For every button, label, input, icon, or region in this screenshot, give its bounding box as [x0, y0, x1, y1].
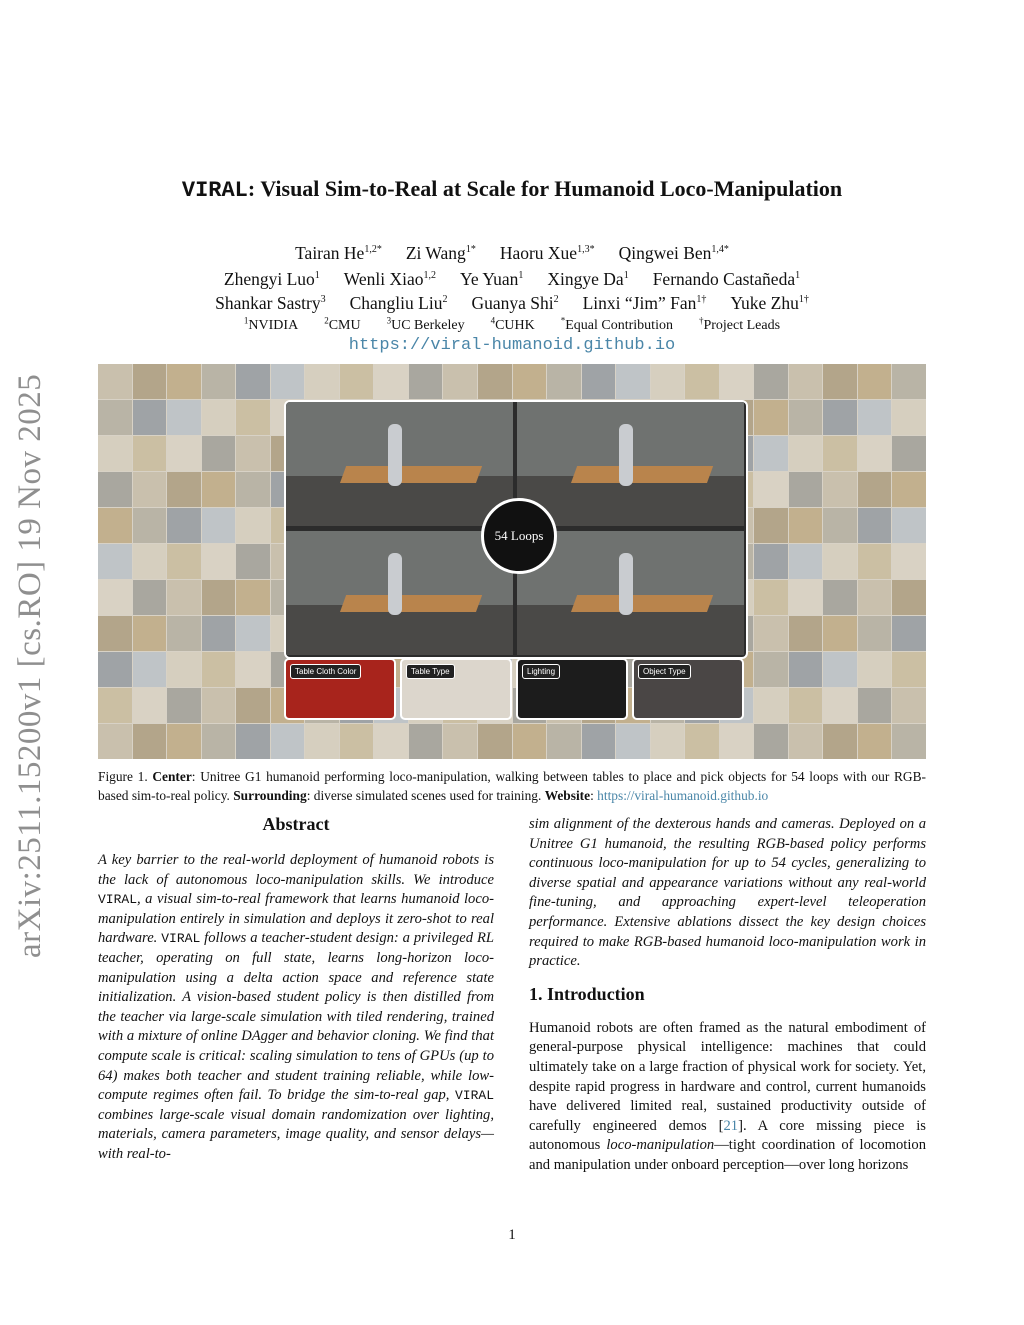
robot-icon	[619, 424, 633, 486]
sim-scene-tile	[858, 400, 892, 435]
sim-scene-tile	[823, 616, 857, 651]
sim-scene-tile	[582, 364, 616, 399]
sim-scene-tile	[754, 616, 788, 651]
sim-scene-tile	[685, 364, 719, 399]
sim-scene-tile	[823, 436, 857, 471]
page-number: 1	[508, 1227, 516, 1243]
sim-scene-tile	[98, 436, 132, 471]
caption-surround-label: Surrounding	[233, 788, 307, 803]
sim-scene-tile	[823, 400, 857, 435]
sim-scene-tile	[202, 580, 236, 615]
sim-scene-tile	[720, 724, 754, 759]
sim-scene-tile	[98, 688, 132, 723]
real-frame	[517, 402, 744, 526]
sim-scene-tile	[789, 688, 823, 723]
sim-scene-tile	[513, 364, 547, 399]
arxiv-identifier-text: arXiv:2511.15200v1 [cs.RO] 19 Nov 2025	[12, 373, 48, 958]
introduction-text: Humanoid robots are often framed as the natural embodiment of general-purpose physical intelligence: machines that could ultimately take on a large fraction of physical work for society. Yet, despite rapid progress in hardware and control, current humanoids have delivered limited real, sustained productivity outside of carefully engineered demos [21]. A core missing piece is autonomous loco-manipulation—tight coordination of locomotion and manipulation under onboard perception—over long horizons	[529, 1019, 926, 1173]
sim-scene-tile	[892, 724, 926, 759]
sim-scene-tile	[892, 580, 926, 615]
sim-scene-tile	[754, 436, 788, 471]
sim-scene-tile	[202, 544, 236, 579]
sim-scene-tile	[789, 544, 823, 579]
sim-scene-tile	[443, 364, 477, 399]
sim-scene-tile	[478, 724, 512, 759]
affiliation: *Equal Contribution	[560, 315, 673, 333]
sim-scene-tile	[823, 580, 857, 615]
author-name: Linxi “Jim” Fan$^{1\dagger}$	[582, 292, 707, 313]
author-name: Yuke Zhu$^{1\dagger}$	[730, 292, 809, 313]
sim-scene-tile	[409, 724, 443, 759]
sim-scene-tile	[133, 508, 167, 543]
figure-caption	[98, 767, 926, 805]
affiliation: $^1$NVIDIA	[243, 315, 299, 333]
thumb-label: Table Type	[406, 664, 455, 679]
sim-scene-tile	[754, 688, 788, 723]
caption-website-label: Website	[544, 788, 591, 803]
sim-scene-tile	[374, 724, 408, 759]
sim-scene-tile	[202, 508, 236, 543]
thumb-table-type	[400, 658, 512, 720]
sim-scene-tile	[547, 724, 581, 759]
sim-scene-tile	[340, 724, 374, 759]
sim-scene-tile	[236, 652, 270, 687]
sim-scene-tile	[892, 508, 926, 543]
introduction-heading: 1. Introduction	[529, 983, 645, 1004]
sim-scene-tile	[754, 472, 788, 507]
affiliations	[110, 315, 914, 334]
caption-website-link[interactable]: https://viral-humanoid.github.io	[597, 788, 769, 803]
sim-scene-tile	[167, 472, 201, 507]
sim-scene-tile	[616, 724, 650, 759]
sim-scene-tile	[236, 724, 270, 759]
paper-title	[80, 176, 944, 203]
sim-scene-tile	[340, 364, 374, 399]
author-name: Fernando Castañeda$^1$	[652, 268, 801, 289]
author-name: Tairan $He^{1,2*}$	[295, 242, 382, 263]
sim-scene-tile	[789, 724, 823, 759]
sim-scene-tile	[443, 724, 477, 759]
sim-scene-tile	[202, 724, 236, 759]
sim-scene-tile	[271, 724, 305, 759]
author-name: Wenli Xiao$^{1,2}$	[343, 268, 437, 289]
sim-scene-tile	[236, 472, 270, 507]
sim-scene-tile	[271, 364, 305, 399]
sim-scene-tile	[823, 724, 857, 759]
affiliation: †Project Leads	[698, 315, 781, 333]
sim-scene-tile	[98, 508, 132, 543]
sim-scene-tile	[754, 508, 788, 543]
sim-scene-tile	[133, 544, 167, 579]
sim-scene-tile	[133, 364, 167, 399]
sim-scene-tile	[892, 364, 926, 399]
sim-scene-tile	[167, 544, 201, 579]
robot-icon	[388, 553, 402, 615]
sim-scene-tile	[858, 652, 892, 687]
sim-scene-tile	[202, 364, 236, 399]
sim-scene-tile	[98, 544, 132, 579]
sim-scene-tile	[892, 688, 926, 723]
sim-scene-tile	[685, 724, 719, 759]
robot-icon	[619, 553, 633, 615]
sim-scene-tile	[858, 544, 892, 579]
sim-scene-tile	[823, 688, 857, 723]
author-row-1	[110, 238, 914, 265]
caption-center-label: Center	[152, 769, 192, 784]
real-robot-panel	[284, 400, 748, 659]
sim-scene-tile	[720, 364, 754, 399]
sim-scene-tile	[167, 436, 201, 471]
project-url[interactable]: https://viral-humanoid.github.io	[348, 336, 676, 355]
affiliation: $^2$CMU	[324, 315, 361, 333]
author-name: Xingye Da$^1$	[547, 268, 629, 289]
sim-scene-tile	[892, 544, 926, 579]
author-name: Qingwei Ben$^{1,4*}$	[618, 242, 729, 263]
sim-scene-tile	[167, 724, 201, 759]
sim-scene-tile	[236, 436, 270, 471]
sim-scene-tile	[754, 652, 788, 687]
sim-scene-tile	[754, 400, 788, 435]
sim-scene-tile	[858, 580, 892, 615]
sim-scene-tile	[823, 472, 857, 507]
left-column	[98, 810, 494, 1165]
sim-scene-tile	[202, 652, 236, 687]
sim-scene-tile	[823, 364, 857, 399]
thumb-label: Table Cloth Color	[290, 664, 361, 679]
sim-scene-tile	[133, 724, 167, 759]
thumb-label: Object Type	[638, 664, 691, 679]
author-name: Guanya Shi$^2$	[471, 292, 559, 313]
affiliation: $^3$UC Berkeley	[386, 315, 465, 333]
sim-scene-tile	[98, 616, 132, 651]
caption-center-text: : Unitree G1 humanoid performing loco-manipulation, walking between tables to place and pick objects for 54 loops with our RGB-based sim-to-real policy.	[98, 769, 926, 803]
sim-scene-tile	[236, 688, 270, 723]
sim-scene-tile	[858, 472, 892, 507]
abstract-heading: Abstract	[262, 814, 330, 834]
sim-scene-tile	[167, 652, 201, 687]
sim-scene-tile	[892, 616, 926, 651]
sim-scene-tile	[133, 616, 167, 651]
sim-scene-tile	[547, 364, 581, 399]
sim-scene-tile	[374, 364, 408, 399]
sim-scene-tile	[202, 616, 236, 651]
sim-scene-tile	[202, 400, 236, 435]
sim-scene-tile	[789, 616, 823, 651]
sim-scene-tile	[858, 724, 892, 759]
sim-scene-tile	[892, 472, 926, 507]
sim-scene-tile	[133, 436, 167, 471]
sim-scene-tile	[167, 688, 201, 723]
sim-scene-tile	[651, 364, 685, 399]
author-name: Zhengyi Luo$^1$	[223, 268, 320, 289]
sim-scene-tile	[167, 616, 201, 651]
author-name: Zi Wang$^{1*}$	[405, 242, 476, 263]
sim-scene-tile	[236, 400, 270, 435]
sim-scene-tile	[858, 616, 892, 651]
sim-scene-tile	[582, 724, 616, 759]
sim-scene-tile	[616, 364, 650, 399]
sim-scene-tile	[754, 544, 788, 579]
sim-scene-tile	[305, 724, 339, 759]
author-name: Ye Yuan$^1$	[460, 268, 524, 289]
sim-scene-tile	[754, 580, 788, 615]
sim-scene-tile	[167, 400, 201, 435]
title-rest: : Visual Sim-to-Real at Scale for Humanoid Loco-Manipulation	[247, 176, 843, 201]
sim-scene-tile	[754, 724, 788, 759]
sim-scene-tile	[236, 364, 270, 399]
thumb-label: Lighting	[522, 664, 560, 679]
sim-scene-tile	[133, 652, 167, 687]
sim-scene-tile	[98, 652, 132, 687]
sim-scene-tile	[823, 544, 857, 579]
thumb-lighting	[516, 658, 628, 720]
sim-scene-tile	[236, 580, 270, 615]
sim-scene-tile	[133, 472, 167, 507]
sim-scene-tile	[789, 508, 823, 543]
sim-scene-tile	[98, 400, 132, 435]
sim-scene-tile	[892, 436, 926, 471]
sim-scene-tile	[789, 364, 823, 399]
sim-scene-tile	[98, 472, 132, 507]
sim-scene-tile	[133, 580, 167, 615]
variation-thumbnails	[284, 658, 744, 720]
sim-scene-tile	[202, 436, 236, 471]
sim-scene-tile	[133, 400, 167, 435]
thumb-object-type	[632, 658, 744, 720]
sim-scene-tile	[789, 472, 823, 507]
sim-scene-tile	[167, 580, 201, 615]
abstract-text: A key barrier to the real-world deployment of humanoid robots is the lack of autonomous loco-manipulation skills. We introduce VIRAL, a visual sim-to-real framework that learns humanoid loco-manipulation entirely in simulation and deploys it zero-shot to real hardware. VIRAL follows a teacher-student design: a privileged RL teacher, operating on full state, learns long-horizon loco-manipulation using a delta action space and reference state initialization. A vision-based student policy is then distilled from the teacher via large-scale simulation with tiled rendering, trained with a mixture of online DAgger and behavior cloning. We find that compute scale is critical: scaling simulation to tens of GPUs (up to 64) makes both teacher and student training reliable, while low-compute regimes often fail. To bridge the sim-to-real gap, VIRAL combines large-scale visual domain randomization over lighting, materials, camera parameters, image quality, and sensor delays—with real-to-	[98, 852, 494, 1162]
sim-scene-tile	[892, 400, 926, 435]
author-row-2	[110, 264, 914, 291]
author-row-3	[110, 288, 914, 315]
sim-scene-tile	[651, 724, 685, 759]
thumb-table-cloth-color	[284, 658, 396, 720]
sim-scene-tile	[789, 580, 823, 615]
sim-scene-tile	[236, 508, 270, 543]
caption-website-sep: :	[590, 788, 598, 803]
sim-scene-tile	[409, 364, 443, 399]
robot-icon	[388, 424, 402, 486]
sim-scene-tile	[478, 364, 512, 399]
loops-badge: 54 Loops	[481, 498, 557, 574]
sim-scene-tile	[789, 400, 823, 435]
sim-scene-tile	[202, 688, 236, 723]
author-name: Shankar Sastry$^3$	[215, 292, 326, 313]
author-name: Haoru Xue$^{1,3*}$	[499, 242, 595, 263]
sim-scene-tile	[133, 688, 167, 723]
title-name: VIRAL	[181, 178, 248, 203]
sim-scene-tile	[789, 652, 823, 687]
sim-scene-tile	[858, 688, 892, 723]
sim-scene-tile	[167, 508, 201, 543]
sim-scene-tile	[754, 364, 788, 399]
caption-surround-text: : diverse simulated scenes used for training.	[306, 788, 545, 803]
teaser-figure	[98, 364, 926, 759]
citation-link[interactable]: 21	[723, 1117, 739, 1134]
sim-scene-tile	[823, 508, 857, 543]
sim-scene-tile	[823, 652, 857, 687]
sim-scene-tile	[202, 472, 236, 507]
real-frame	[286, 531, 513, 655]
sim-scene-tile	[892, 652, 926, 687]
sim-scene-tile	[513, 724, 547, 759]
sim-scene-tile	[858, 508, 892, 543]
abstract-continued: sim alignment of the dexterous hands and cameras. Deployed on a Unitree G1 humanoid, the resulting RGB-based policy performs continuous loco-manipulation for up to 54 cycles, generalizing to diverse spatial and appearance variations without any real-world fine-tuning, and approaching expert-level teleoperation performance. Extensive ablations dissect the key design choices required to make RGB-based humanoid loco-manipulation work in practice.	[529, 816, 926, 970]
arxiv-identifier	[0, 0, 60, 1325]
sim-scene-tile	[858, 364, 892, 399]
right-column	[529, 815, 926, 1176]
affiliation: $^4$CUHK	[490, 315, 535, 333]
sim-scene-tile	[789, 436, 823, 471]
sim-scene-tile	[98, 364, 132, 399]
sim-scene-tile	[305, 364, 339, 399]
sim-scene-tile	[236, 544, 270, 579]
sim-scene-tile	[98, 724, 132, 759]
real-frame	[286, 402, 513, 526]
caption-prefix: Figure 1.	[98, 769, 153, 784]
sim-scene-tile	[236, 616, 270, 651]
author-name: Changliu Liu$^2$	[349, 292, 448, 313]
sim-scene-tile	[98, 580, 132, 615]
sim-scene-tile	[167, 364, 201, 399]
sim-scene-tile	[858, 436, 892, 471]
